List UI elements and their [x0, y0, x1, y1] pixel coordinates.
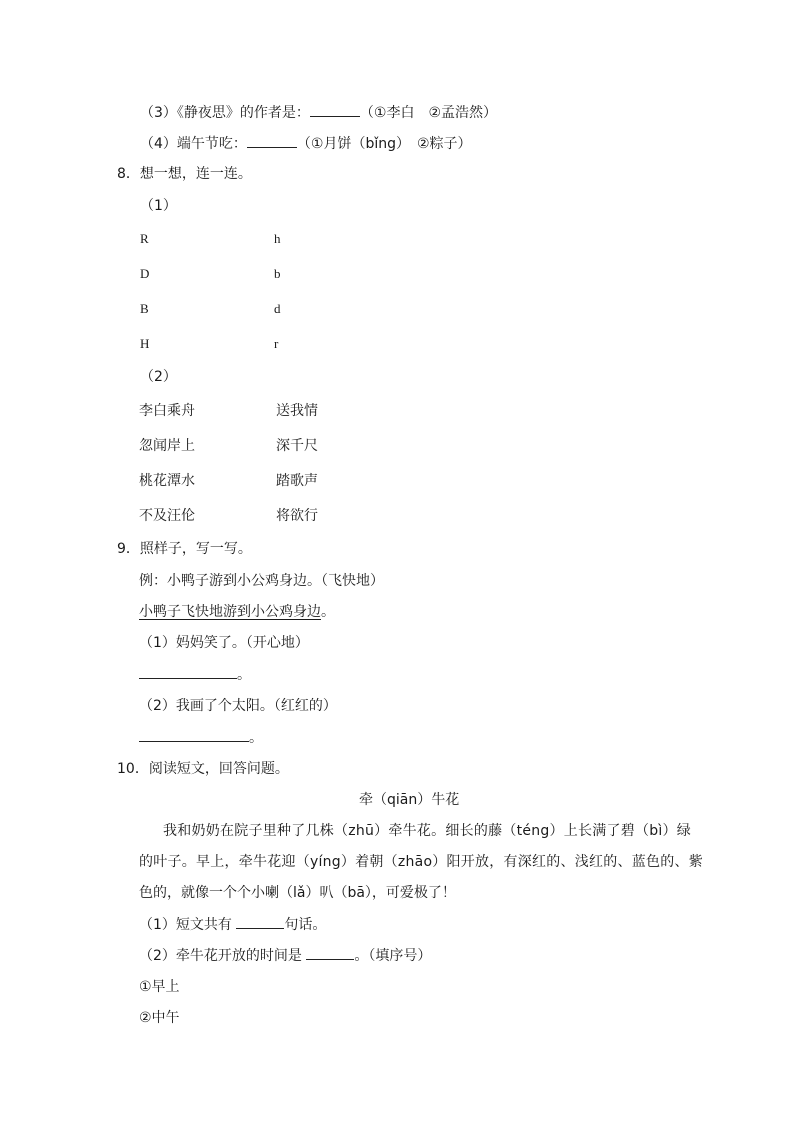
- q8-title: 8．想一想，连一连。: [117, 166, 252, 182]
- q9-answer-line-1: [139, 664, 251, 685]
- q8-left-phrase[interactable]: 不及汪伦: [139, 508, 195, 524]
- q10-sub-1: [139, 914, 326, 935]
- q9-example-answer-line: [139, 602, 335, 622]
- q8-right-phrase[interactable]: 送我情: [276, 403, 318, 419]
- q8-right-phrase[interactable]: 踏歌声: [276, 473, 318, 489]
- passage-line-1: 我和奶奶在院子里种了几株（zhū）牵牛花。细长的藤（téng）上长满了碧（bì）绿: [163, 823, 691, 839]
- answer-blank-q10-2[interactable]: [306, 945, 354, 960]
- q8-left-phrase[interactable]: 桃花潭水: [139, 473, 195, 489]
- q10-sub-2-prefix: （2）牵牛花开放的时间是: [139, 948, 307, 964]
- q10-option-1[interactable]: ①早上: [139, 979, 180, 995]
- q8-left-letter[interactable]: D: [140, 266, 150, 281]
- passage-line-3: 色的，就像一个个小喇（lǎ）叭（bā），可爱极了！: [139, 885, 456, 901]
- answer-blank-q9-1[interactable]: [139, 664, 237, 679]
- q8-left-phrase[interactable]: 忽闻岸上: [139, 438, 195, 454]
- passage-line-2: 的叶子。早上，牵牛花迎（yíng）着朝（zhāo）阳开放，有深红的、浅红的、蓝色的、紫: [139, 854, 704, 870]
- q10-sub-1-prefix: （1）短文共有: [139, 917, 237, 933]
- q8-left-phrase[interactable]: 李白乘舟: [139, 403, 195, 419]
- q7-line-3: [140, 102, 497, 123]
- q10-title: 10．阅读短文，回答问题。: [117, 761, 289, 777]
- q8-left-letter[interactable]: R: [140, 231, 149, 246]
- q10-option-2[interactable]: ②中午: [139, 1010, 180, 1026]
- q7-line-3-prefix: （3）《静夜思》的作者是：: [140, 105, 310, 121]
- q7-line-4: [140, 133, 472, 154]
- q10-sub-2: [139, 945, 431, 966]
- q7-line-4-prefix: （4）端午节吃：: [140, 136, 247, 152]
- period: 。: [249, 730, 263, 746]
- period: 。: [237, 667, 251, 683]
- q9-title: 9．照样子，写一写。: [117, 541, 252, 557]
- q9-example-end: 。: [321, 604, 335, 620]
- answer-blank-q7-4[interactable]: [247, 133, 297, 148]
- q8-right-phrase[interactable]: 深千尺: [276, 438, 318, 454]
- passage-title: 牵（qiān）牛花: [359, 792, 460, 808]
- q8-right-phrase[interactable]: 将欲行: [276, 508, 318, 524]
- q8-left-letter[interactable]: B: [140, 301, 149, 316]
- q9-example-answer: 小鸭子飞快地游到小公鸡身边: [139, 604, 321, 620]
- answer-blank-q7-3[interactable]: [310, 102, 360, 117]
- q8-right-letter[interactable]: b: [274, 266, 281, 281]
- q7-line-4-options: （①月饼（bǐng） ②粽子）: [296, 136, 472, 152]
- q8-right-letter[interactable]: h: [274, 231, 281, 246]
- q9-item-1: （1）妈妈笑了。（开心地）: [139, 635, 309, 651]
- q8-left-letter[interactable]: H: [140, 336, 150, 351]
- q8-right-letter[interactable]: d: [274, 301, 281, 316]
- q9-example: 例：小鸭子游到小公鸡身边。（飞快地）: [139, 573, 384, 589]
- answer-blank-q9-2[interactable]: [139, 727, 249, 742]
- q8-right-letter[interactable]: r: [274, 336, 279, 351]
- q9-answer-line-2: [139, 727, 263, 748]
- q8-part2-label: （2）: [140, 369, 177, 385]
- q9-item-2: （2）我画了个太阳。（红红的）: [139, 698, 337, 714]
- q7-line-3-options: （①李白 ②孟浩然）: [359, 105, 498, 121]
- q10-sub-1-suffix: 句话。: [284, 917, 327, 933]
- q8-part1-label: （1）: [140, 198, 177, 214]
- q10-sub-2-suffix: 。（填序号）: [354, 948, 432, 964]
- answer-blank-q10-1[interactable]: [236, 914, 284, 929]
